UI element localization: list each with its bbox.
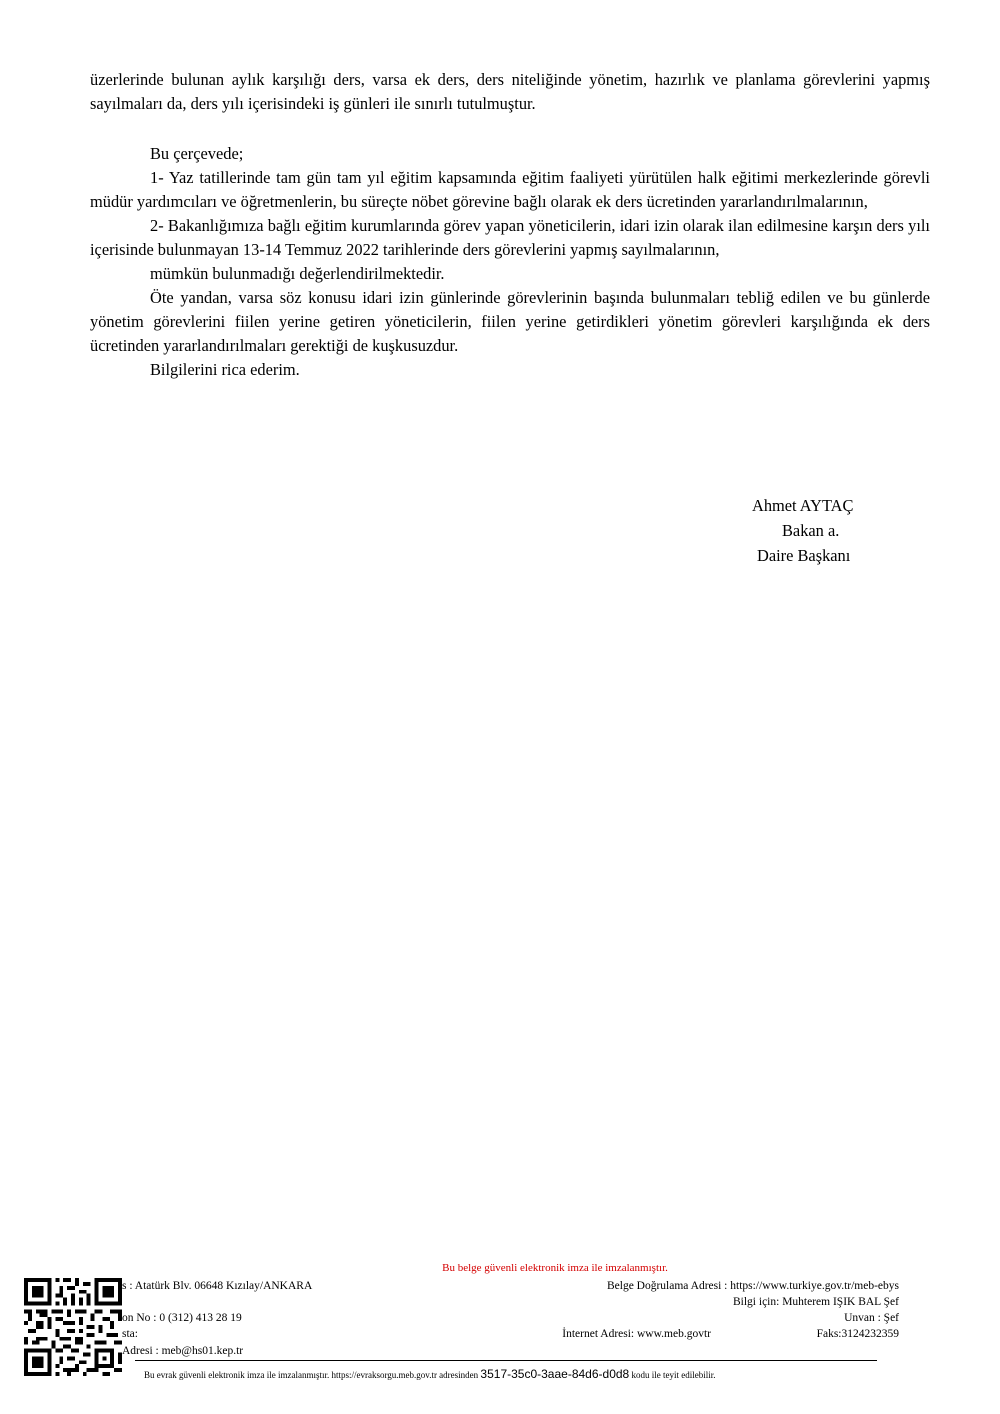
- paragraph-continuation: üzerlerinde bulunan aylık karşılığı ders, varsa ek ders, ders niteliğinde yönetim, hazırlık ve planlama görevlerini yapmış sayılmaları da, ders yılı içerisindeki iş günleri ile sınırlı tutulmuştur.: [90, 70, 930, 113]
- footer-verification-line: [144, 1367, 715, 1381]
- signer-name: Ahmet AYTAÇ: [752, 496, 854, 515]
- verification-suffix: kodu ile teyit edilebilir.: [631, 1370, 716, 1380]
- footer-title: Unvan : Şef: [844, 1312, 899, 1324]
- qr-code-icon: [24, 1278, 122, 1376]
- footer-kep: Adresi : meb@hs01.kep.tr: [122, 1345, 244, 1357]
- paragraph-additional: Öte yandan, varsa söz konusu idari izin günlerinde görevlerinin başında bulunmaları tebliğ edilen ve bu günlerde yönetim görevlerini fiilen yerine getiren yöneticilerin, fiilen yerine getirdikleri yönetim görevleri karşılığında ek ders ücretinden yararlandırılmaları gerektiği de kuşkusuzdur.: [90, 288, 930, 355]
- signature-block: [700, 493, 940, 568]
- paragraph-conclusion: mümkün bulunmadığı değerlendirilmektedir.: [150, 264, 445, 283]
- esign-notice: Bu belge güvenli elektronik imza ile imzalanmıştır.: [442, 1262, 668, 1274]
- footer-fax: Faks:3124232359: [816, 1328, 899, 1340]
- verification-prefix: Bu evrak güvenli elektronik imza ile imzalanmıştır. https://evraksorgu.meb.gov.tr adresinden: [144, 1370, 479, 1380]
- paragraph-item-2: 2- Bakanlığımıza bağlı eğitim kurumlarında görev yapan yöneticilerin, idari izin olarak ilan edilmesine karşın ders yılı içerisinde bulunmayan 13-14 Temmuz 2022 tarihlerinde ders görevlerini yapmış sayılmalarının,: [90, 216, 930, 259]
- footer-email: sta:: [122, 1328, 138, 1340]
- paragraph-intro: Bu çerçevede;: [150, 144, 244, 163]
- signer-role-2: Daire Başkanı: [757, 546, 851, 565]
- footer-info: Bilgi için: Muhterem IŞIK BAL Şef: [733, 1296, 899, 1308]
- footer-web: İnternet Adresi: www.meb.govtr: [562, 1328, 711, 1340]
- footer-phone: on No : 0 (312) 413 28 19: [122, 1312, 242, 1324]
- signer-role-1: Bakan a.: [782, 521, 840, 540]
- letter-body: [90, 68, 930, 382]
- verification-code: 3517-35c0-3aae-84d6-d0d8: [480, 1367, 630, 1381]
- footer-divider: [135, 1360, 877, 1361]
- paragraph-item-1: 1- Yaz tatillerinde tam gün tam yıl eğitim kapsamında eğitim faaliyeti yürütülen halk eğitimi merkezlerinde görevli müdür yardımcıları ve öğretmenlerin, bu süreçte nöbet görevine bağlı olarak ek ders ücretinden yararlandırılmalarının,: [90, 168, 930, 211]
- paragraph-closing: Bilgilerini rica ederim.: [150, 360, 300, 379]
- footer-verify-address: Belge Doğrulama Adresi : https://www.turkiye.gov.tr/meb-ebys: [606, 1280, 899, 1292]
- footer-address: s : Atatürk Blv. 06648 Kızılay/ANKARA: [122, 1280, 313, 1292]
